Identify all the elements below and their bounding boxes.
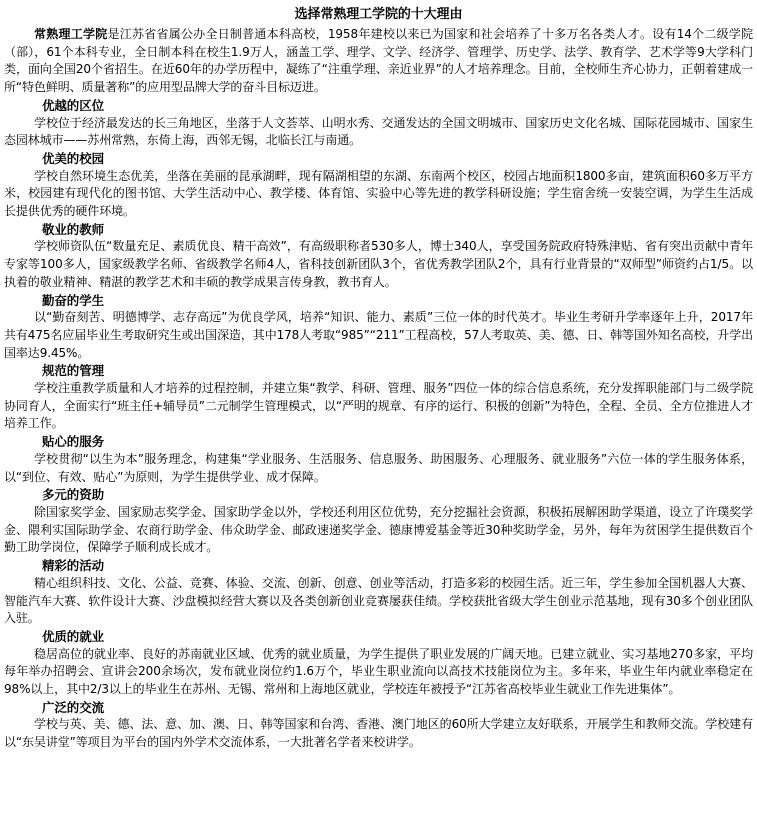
section-heading-activities: 精彩的活动 — [42, 558, 105, 574]
section-heading-exchange: 广泛的交流 — [42, 699, 105, 715]
section-text-employment: 稳居高位的就业率、良好的苏南就业区域、优秀的就业质量，为学生提供了职业发展的广阔天地。已建立就业、实习基地270多家，平均每年举办招聘会、宣讲会200余场次，发布就业岗位约1.6万个，毕业生职业流向以高技术技能岗位为主。多年来，毕业生年内就业率稳定在98%以上，其中2/3以上的毕业生在苏州、无锡、常州和上海地区就业，学校连年被授予“江苏省高校毕业生就业工作先进集体”。 — [4, 646, 753, 697]
section-text-students: 以“勤奋刻苦、明德博学、志存高远”为优良学风，培养“知识、能力、素质”三位一体的时代英才。毕业生考研升学率逐年上升，2017年共有475名应届毕业生考取研究生或出国深造，其中178人考取“985”“211”工程高校，57人考取英、美、德、日、韩等国外知名高校，升学出国率达9.45%。 — [4, 310, 753, 360]
document-title: 选择常熟理工学院的十大理由 — [294, 7, 463, 22]
section-text-funding: 除国家奖学金、国家励志奖学金、国家助学金以外，学校还利用区位优势，充分挖掘社会资源，积极拓展解困助学渠道，设立了许璞奖学金、隈利实国际助学金、农商行助学金、伟众助学金、邮政速递奖学金、德康博爱基金等近30种奖助学金，另外，每年为贫困学生提供数百个勤工助学岗位，保障学子顺利成长成才。 — [4, 504, 753, 555]
section-heading-service: 贴心的服务 — [42, 434, 105, 450]
document — [4, 0, 753, 752]
intro-paragraph — [4, 26, 753, 97]
section-heading-funding: 多元的资助 — [42, 487, 105, 503]
intro-text: 是江苏省省属公办全日制普通本科高校，1958年建校以来已为国家和社会培养了十多万名各类人才。设有14个二级学院（部），61个本科专业，全日制本科在校生1.9万人，涵盖工学、理学、文学、经济学、管理学、历史学、法学、教育学、艺术学等9大学科门类，面向全国20个省招生。在近60年的办学历程中，凝练了“注重学理、亲近业界”的人才培养理念。目前，全校师生齐心协力，正朝着建成一所“特色鲜明、质量著称”的应用型品牌大学的奋斗目标迈进。 — [4, 27, 753, 95]
section-text-teachers: 学校师资队伍“数量充足、素质优良、精干高效”，有高级职称者530多人，博士340人，享受国务院政府特殊津贴、省有突出贡献中青年专家等100多人，国家级教学名师、省级教学名师4人，省科技创新团队3个，省优秀教学团队2个，具有行业背景的“双师型”师资约占1/5。以执着的敬业精神、精湛的教学艺术和丰硕的教学成果言传身教，教书育人。 — [4, 239, 753, 289]
section-text-location: 学校位于经济最发达的长三角地区，坐落于人文荟萃、山明水秀、交通发达的全国文明城市、国家历史文化名城、国际花园城市、国家生态园林城市——苏州常熟，东倚上海，西邻无锡，北临长江与南通。 — [4, 115, 753, 148]
section-text-exchange: 学校与英、美、德、法、意、加、澳、日、韩等国家和台湾、香港、澳门地区的60所大学建立友好联系，开展学生和教师交流。学校建有以“东吴讲堂”等项目为平台的国内外学术交流体系，一大批著名学者来校讲学。 — [4, 717, 753, 750]
section-heading-students: 勤奋的学生 — [42, 292, 105, 308]
section-heading-employment: 优质的就业 — [42, 628, 105, 644]
section-text-service: 学校贯彻“以生为本”服务理念，构建集“学业服务、生活服务、信息服务、助困服务、心理服务、就业服务”六位一体的学生服务体系，以“到位、有效、贴心”为原则，为学生提供学业、成才保障。 — [4, 451, 753, 484]
section-heading-location: 优越的区位 — [42, 97, 105, 113]
section-text-management: 学校注重教学质量和人才培养的过程控制，并建立集“教学、科研、管理、服务”四位一体的综合信息系统，充分发挥职能部门与二级学院协同育人，全面实行“班主任+辅导员”二元制学生管理模式，以“严明的规章、有序的运行、积极的创新”为特色，全程、全员、全方位推进人才培养工作。 — [4, 381, 753, 431]
intro-lead: 常熟理工学院 — [34, 27, 108, 41]
section-heading-teachers: 敬业的教师 — [42, 221, 105, 237]
section-heading-management: 规范的管理 — [42, 363, 105, 379]
section-text-campus: 学校自然环境生态优美，坐落在美丽的昆承湖畔，现有隔湖相望的东湖、东南两个校区，校园占地面积1800多亩，建筑面积60多万平方米，校园建有现代化的图书馆、大学生活动中心、教学楼、体育馆、实验中心等先进的教学科研设施；学生宿舍统一安装空调，为学生生活成长提供优秀的硬件环境。 — [4, 168, 753, 219]
section-text-activities: 精心组织科技、文化、公益、竞赛、体验、交流、创新、创意、创业等活动，打造多彩的校园生活。近三年，学生参加全国机器人大赛、智能汽车大赛、软件设计大赛、沙盘模拟经营大赛以及各类创新创业竞赛屡获佳绩。学校获批省级大学生创业示范基地，现有30多个创业团队入驻。 — [4, 575, 753, 626]
section-heading-campus: 优美的校园 — [42, 150, 105, 166]
